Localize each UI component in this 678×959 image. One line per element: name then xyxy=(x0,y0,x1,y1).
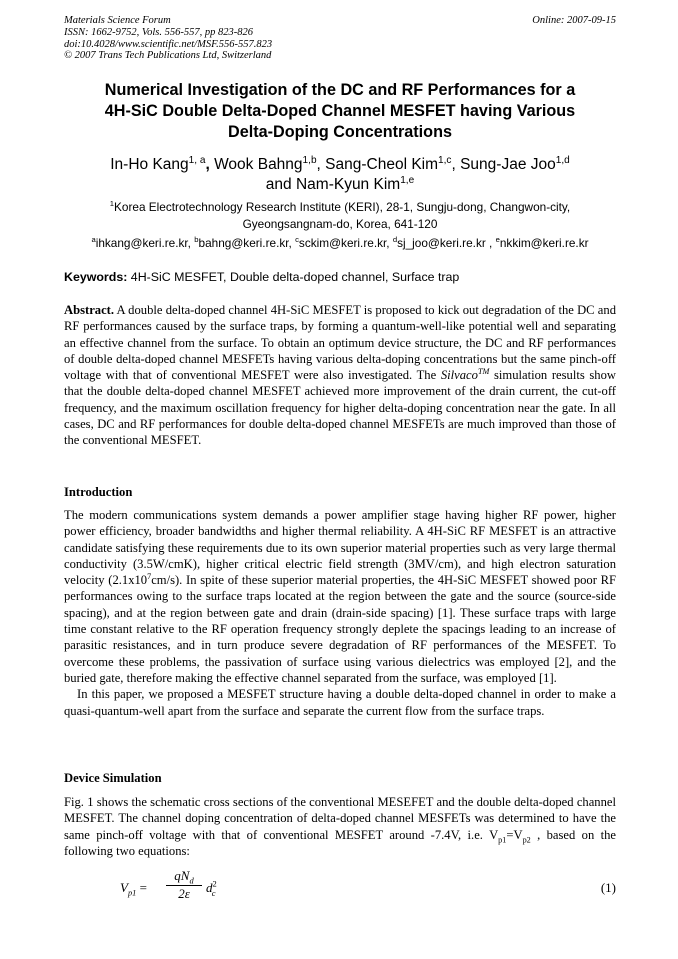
equation-fraction xyxy=(166,868,202,902)
equation-lhs: $V_{p1}$ = xyxy=(120,880,147,898)
device-simulation-body xyxy=(64,794,616,859)
introduction-body xyxy=(64,507,616,719)
email-link[interactable]: sckim@keri.re.kr, xyxy=(298,236,393,250)
section-heading-device-simulation: Device Simulation xyxy=(64,771,162,785)
affiliation-line-1: $^1$Korea Electrotechnology Research Institute (KERI), 28-1, Sungju-dong, Changwon-city, xyxy=(109,199,571,214)
abstract: Abstract. A double delta-doped channel 4H-SiC MESFET is proposed to kick out degradation of the DC and RF performances caused by the surface traps, by forming a quantum-well-like potential well and separating an effective channel from the surface. To obtain an optimum device structure, the DC and RF performances of double delta-doped channel MESFETs having various delta-doping concentrations but the same pinch-off voltage with that of conventional MESFET were also investigated. The Silvaco™ simulation results show that the double delta-doped channel MESFET achieved more improvement of the drain current, the cut-off frequency, and the maximum oscillation frequency for higher delta-doping concentration near the gate. In all cases, DC and RF performances for double delta-doped channel MESFETs are much improved than those of the conventional MESFET. xyxy=(64,303,616,448)
paragraph: In this paper, we proposed a MESFET structure having a double delta-doped channel in order to make a quasi-quantum-well apart from the surface and separate the current flow from the surface traps. xyxy=(64,687,616,718)
author-affil-mark: 1,b xyxy=(302,154,317,166)
author-name: Sung-Jae Joo xyxy=(460,156,556,173)
journal-doi[interactable]: doi:10.4028/www.scientific.net/MSF.556-557.823 xyxy=(64,38,273,50)
online-date: Online: 2007-09-15 xyxy=(532,15,616,26)
author-line-1: In-Ho Kang$^{1, a}$, Wook Bahng$^{1,b}$, Sang-Cheol Kim$^{1,c}$, Sung-Jae Joo$^{1,d}$ xyxy=(110,154,570,173)
paragraph: Fig. 1 shows the schematic cross sections of the conventional MESEFET and the double delta-doped channel MESFET. The channel doping concentration of delta-doped channel MESFETs was determined to have the same pinch-off voltage with that of conventional MESFET around -7.4V, i.e. $V_{p1}=V_{p2}$ , based on the following two equations: xyxy=(64,795,616,858)
journal-name: Materials Science Forum xyxy=(64,15,171,26)
fraction-denominator: 2ε xyxy=(178,886,190,901)
equation-1 xyxy=(120,868,616,908)
author-list xyxy=(64,155,616,195)
author-affil-mark: 1,c xyxy=(438,154,452,166)
journal-copyright: © 2007 Trans Tech Publications Ltd, Switzerland xyxy=(64,50,272,62)
journal-header xyxy=(64,15,616,62)
email-link[interactable]: bahng@keri.re.kr, xyxy=(198,236,296,250)
title-line-2: 4H-SiC Double Delta-Doped Channel MESFET having Various xyxy=(104,102,576,120)
journal-issn: ISSN: 1662-9752, Vols. 556-557, pp 823-826 xyxy=(64,26,253,38)
author-affil-mark: 1,e xyxy=(400,174,415,186)
author-name: In-Ho Kang xyxy=(110,156,189,173)
section-heading-introduction: Introduction xyxy=(64,485,133,499)
keywords-label: Keywords: xyxy=(64,270,128,284)
affiliation-line-2: Gyeongsangnam-do, Korea, 641-120 xyxy=(242,217,438,231)
abstract-label: Abstract. xyxy=(64,303,115,317)
email-link[interactable]: ihkang@keri.re.kr, xyxy=(95,236,195,250)
author-affil-mark: 1,d xyxy=(555,154,570,166)
email-link[interactable]: sj_joo@keri.re.kr , xyxy=(397,236,496,250)
equation-number: (1) xyxy=(600,880,616,895)
author-affil-mark: 1, a xyxy=(188,154,206,166)
keywords xyxy=(64,269,616,285)
title-line-3: Delta-Doping Concentrations xyxy=(228,123,452,141)
paragraph: The modern communications system demands a power amplifier stage having higher RF power, higher power efficiency, broader bandwidths and higher thermal reliability. A 4H-SiC RF MESFET is an attractive candidate satisfying these requirements due to its own superior material properties such as very large thermal conductivity (3.5W/cmK), higher critical electric field strength (3MV/cm), and high electron saturation velocity $(2.1x10^7cm/s)$. In spite of these superior material properties, the 4H-SiC MESFET showed poor RF performances owing to the surface traps located at the region between the gate and the source (source-side spacing), and at the region between gate and drain (drain-side spacing) [1]. These surface traps with large time constant relative to the RF operation frequency strongly deplete the spacings leading to an increase of parasitic resistances, and in turn produce severe degradation of RF performances of the MESFET. To overcome these problems, the passivation of surface using various dielectrics was employed [2], and the buried gate, therefore making the effective channel separated from the surface, was employed [1]. xyxy=(64,508,617,685)
author-name: and Nam-Kyun Kim xyxy=(265,176,401,193)
email-link[interactable]: nkkim@keri.re.kr xyxy=(499,236,589,250)
paper-title xyxy=(64,80,616,143)
title-line-1: Numerical Investigation of the DC and RF Performances for a xyxy=(104,81,576,99)
keywords-text: 4H-SiC MESFET, Double delta-doped channel, Surface trap xyxy=(127,270,460,284)
equation-rhs: $d^2_c$ xyxy=(206,878,217,898)
author-emails: $^a$ihkang@keri.re.kr, $^b$bahng@keri.re.kr, $^c$sckim@keri.re.kr, $^d$sj_joo@keri.re.kr , $^e$nkkim@keri.re.kr xyxy=(91,235,589,250)
author-name: Sang-Cheol Kim xyxy=(325,156,439,173)
author-name: Wook Bahng xyxy=(214,156,303,173)
affiliation xyxy=(64,199,616,233)
author-line-2 xyxy=(64,175,616,195)
fraction-numerator: $qN_d$ xyxy=(166,868,202,886)
